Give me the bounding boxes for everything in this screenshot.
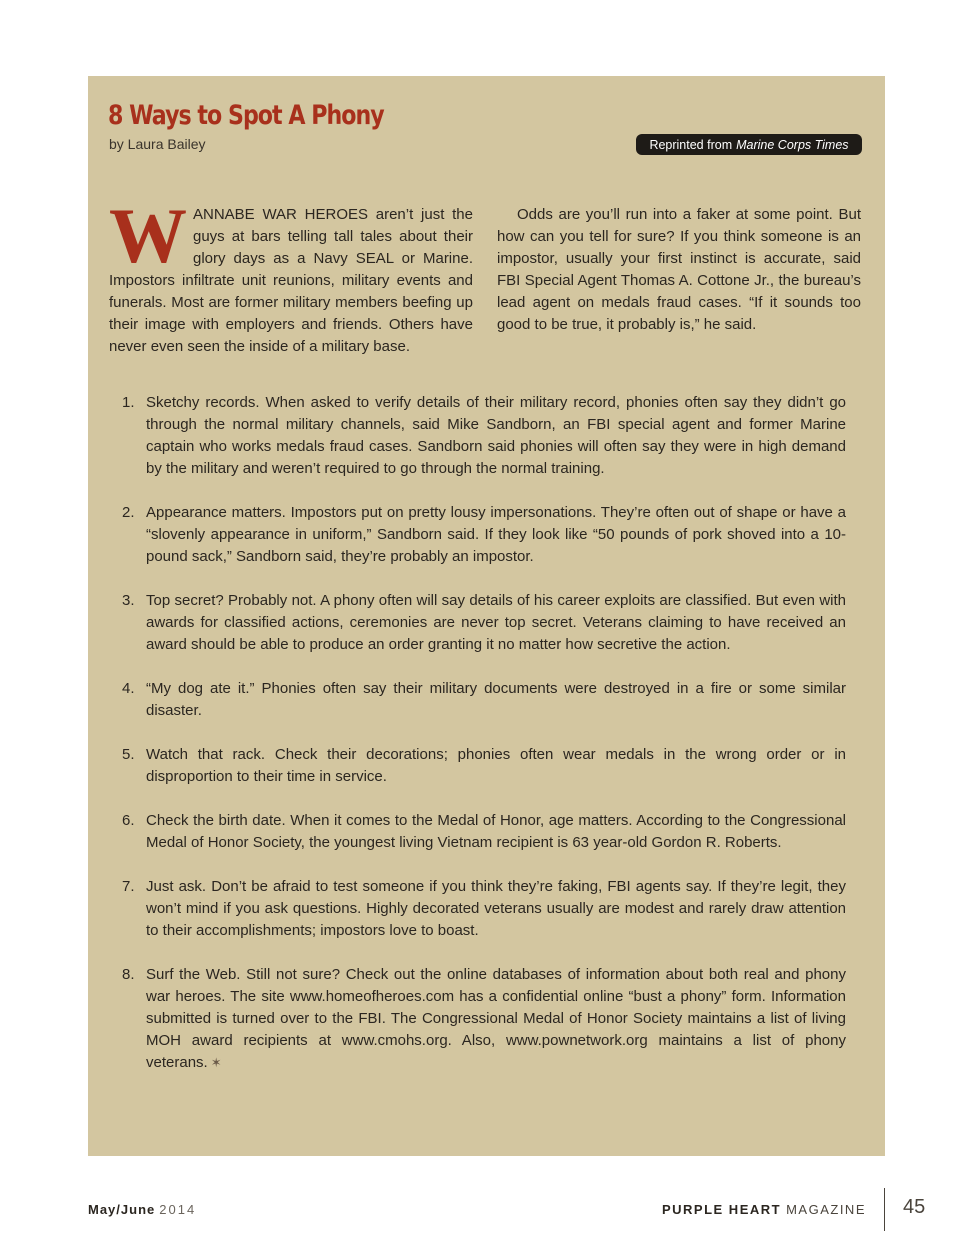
drop-cap: W — [109, 192, 187, 279]
item-text: Surf the Web. Still not sure? Check out the online databases of information about both real and phony war heroes. The site www.homeofheroes.com has a confidential online “bust a phony” form. Information submitted is turned over to the FBI. The Congressional Medal of Honor Society maintains a list of living MOH award recipients at www.cmohs.org. Also, www.pownetwork.org maintains a list of phony veterans. — [146, 966, 846, 1071]
reprint-source: Marine Corps Times — [736, 137, 849, 152]
magazine-name-bold: PURPLE HEART — [661, 1202, 782, 1217]
article-title: 8 Ways to Spot A Phony — [108, 100, 384, 131]
item-text: Just ask. Don’t be afraid to test someone if you think they’re faking, FBI agents say. If they’re legit, they won’t mind if you ask questions. Highly decorated veterans usually are modest and rarely draw attention to their accomplishments; impostors love to boast. — [146, 878, 846, 939]
footer-divider — [884, 1188, 885, 1231]
article-panel — [88, 76, 885, 1156]
list-item — [122, 810, 846, 854]
reprint-badge — [636, 134, 862, 155]
footer-magazine — [662, 1202, 866, 1217]
item-number: 3. — [122, 592, 135, 609]
item-text: “My dog ate it.” Phonies often say their military documents were destroyed in a fire or some similar disaster. — [146, 680, 846, 719]
item-text: Watch that rack. Check their decorations; phonies often wear medals in the wrong order or in disproportion to their time in service. — [146, 746, 846, 785]
list-item — [122, 502, 846, 568]
byline: by Laura Bailey — [109, 136, 206, 152]
item-text: Sketchy records. When asked to verify details of their military record, phonies often say they didn’t go through the normal military channels, said Mike Sandborn, an FBI special agent and former Marine captain who works medals fraud cases. Sandborn said phonies will often say they were in high demand by the military and weren’t required to go through the normal training. — [146, 394, 846, 477]
issue-label: May/June — [88, 1202, 156, 1217]
list-item — [122, 590, 846, 656]
item-number: 1. — [122, 394, 135, 411]
list-item — [122, 744, 846, 788]
item-text: Check the birth date. When it comes to the Medal of Honor, age matters. According to the Congressional Medal of Honor Society, the youngest living Vietnam recipient is 63 year-old Gordon R. Roberts. — [146, 812, 846, 851]
tips-list — [122, 392, 846, 1096]
item-number: 4. — [122, 680, 135, 697]
footer-issue — [88, 1202, 196, 1217]
list-item — [122, 392, 846, 480]
item-number: 6. — [122, 812, 135, 829]
item-text: Appearance matters. Impostors put on pretty lousy impersonations. They’re often out of shape or have a “slovenly appearance in uniform,” Sandborn said. If they look like “50 pounds of pork shoved into a 10-pound sack,” Sandborn said, they’re probably an impostor. — [146, 504, 846, 565]
item-number: 8. — [122, 966, 135, 983]
intro-text — [109, 192, 861, 358]
end-mark-icon: ✶ — [210, 1055, 222, 1070]
item-number: 5. — [122, 746, 135, 763]
intro-paragraph-1: ANNABE WAR HEROES aren’t just the guys at bars telling tall tales about their glory days as a Navy SEAL or Marine. Impostors infiltrate unit reunions, military events and funerals. Most are former military members beefing up their image with employers and friends. Others have never even seen the inside of a military base. — [109, 206, 473, 355]
item-number: 2. — [122, 504, 135, 521]
page-number: 45 — [903, 1196, 926, 1218]
list-item — [122, 964, 846, 1074]
list-item — [122, 876, 846, 942]
issue-year: 2014 — [159, 1202, 197, 1217]
item-number: 7. — [122, 878, 135, 895]
magazine-name-light: MAGAZINE — [786, 1202, 866, 1217]
item-text: Top secret? Probably not. A phony often will say details of his career exploits are classified. But even with awards for classified actions, ceremonies are never top secret. Veterans claiming to have received an award should be able to produce an order granting it no matter how secretive the action. — [146, 592, 846, 653]
intro-paragraph-2: Odds are you’ll run into a faker at some point. But how can you tell for sure? If you think someone is an impostor, usually your first instinct is accurate, said FBI Special Agent Thomas A. Cottone Jr., the bureau’s lead agent on medals fraud cases. “If it sounds too good to be true, it probably is,” he said. — [497, 206, 861, 333]
reprint-prefix: Reprinted from — [649, 137, 733, 152]
list-item — [122, 678, 846, 722]
